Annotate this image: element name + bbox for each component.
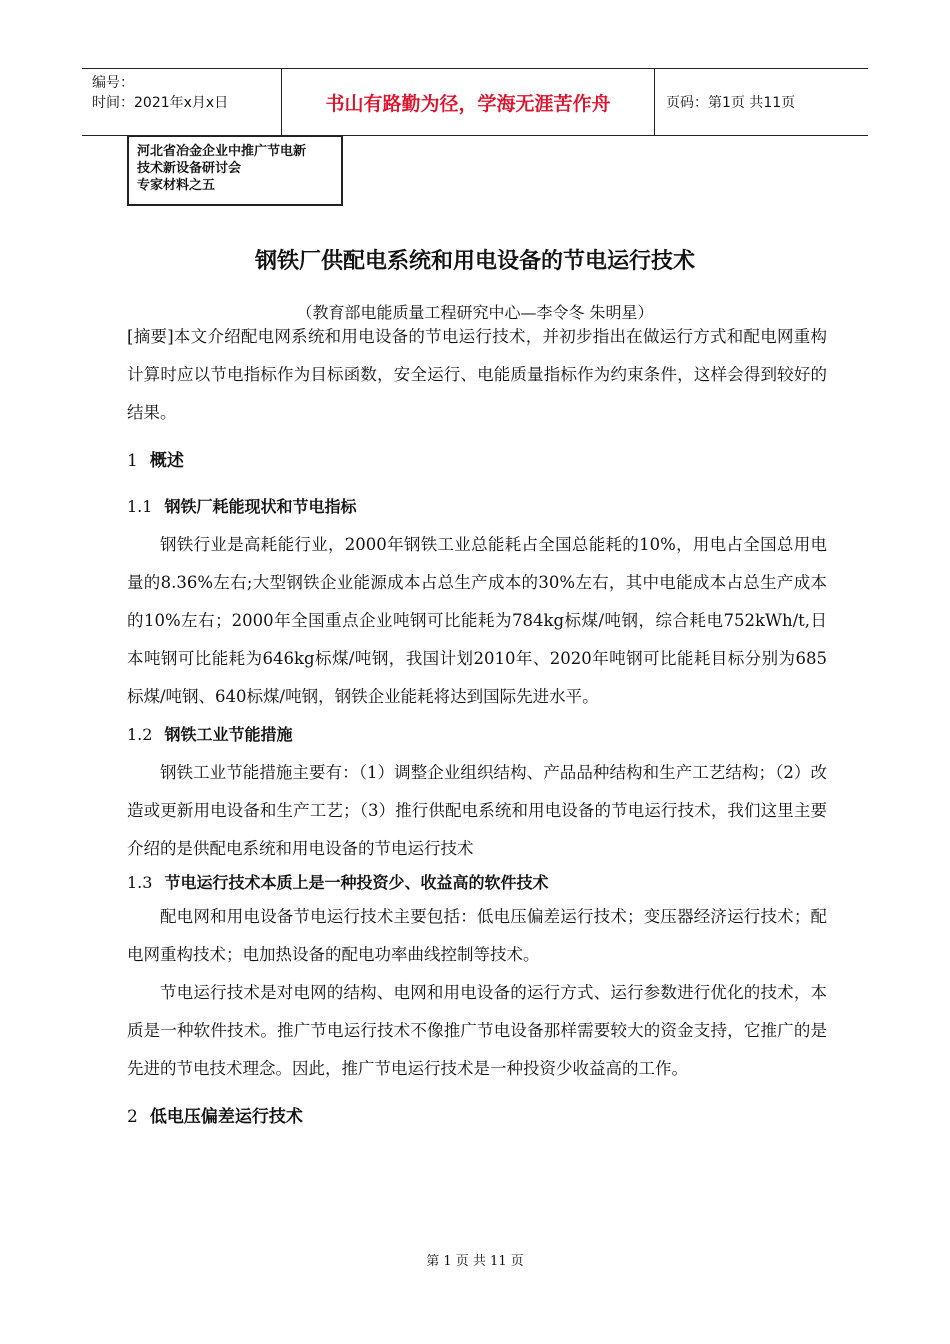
section-1-title: 概述	[149, 451, 184, 471]
document-title: 钢铁厂供配电系统和用电设备的节电运行技术	[254, 249, 695, 274]
section-1-heading	[127, 442, 827, 480]
section-1-3-title: 节电运行技术本质上是一种投资少、收益高的软件技术	[164, 873, 549, 892]
header-page-info: 页码：第1页 共11页	[666, 95, 796, 111]
section-1-1-number: 1.1	[127, 497, 153, 516]
section-1-3-text-1: 配电网和用电设备节电运行技术主要包括：低电压偏差运行技术；变压器经济运行技术；配电网重构技术；电加热设备的配电功率曲线控制等技术。	[127, 907, 827, 964]
section-1-2-number: 1.2	[127, 725, 153, 744]
section-1-3-text-2: 节电运行技术是对电网的结构、电网和用电设备的运行方式、运行参数进行优化的技术，本质是一种软件技术。推广节电运行技术不像推广节电设备那样需要较大的资金支持，它推广的是先进的节电技术理念。因此，推广节电运行技术是一种投资少收益高的工作。	[127, 983, 827, 1078]
section-2-title: 低电压偏差运行技术	[149, 1107, 303, 1127]
section-1-2-title: 钢铁工业节能措施	[164, 725, 293, 744]
section-1-3-heading	[127, 868, 827, 898]
tag-line-2: 技术新设备研讨会	[137, 161, 242, 176]
document-body	[127, 318, 827, 1136]
section-2-heading	[127, 1098, 827, 1136]
header-motto: 书山有路勤为径，学海无涯苦作舟	[282, 69, 655, 135]
page-footer: 第 1 页 共 11 页	[426, 1254, 524, 1269]
header-meta	[82, 69, 282, 135]
section-2-number: 2	[127, 1107, 138, 1127]
conference-tag-box	[127, 135, 343, 206]
page-header	[82, 68, 868, 136]
section-1-1-heading	[127, 488, 827, 526]
number-label: 编号：	[92, 75, 134, 91]
tag-line-1: 河北省冶金企业中推广节电新	[137, 144, 307, 159]
authors: （教育部电能质量工程研究中心—李令冬 朱明星）	[296, 303, 654, 322]
abstract: [摘要]本文介绍配电网系统和用电设备的节电运行技术，并初步指出在做运行方式和配电网重构计算时应以节电指标作为目标函数，安全运行、电能质量指标作为约束条件，这样会得到较好的结果。	[127, 327, 827, 422]
tag-line-3: 专家材料之五	[137, 178, 216, 193]
section-1-2-text: 钢铁工业节能措施主要有：（1）调整企业组织结构、产品品种结构和生产工艺结构；（2）改造或更新用电设备和生产工艺；（3）推行供配电系统和用电设备的节电运行技术，我们这里主要介绍的是供配电系统和用电设备的节电运行技术	[127, 763, 827, 858]
time-label: 时间：2021年x月x日	[92, 95, 229, 111]
section-1-number: 1	[127, 451, 138, 471]
section-1-1-text: 钢铁行业是高耗能行业，2000年钢铁工业总能耗占全国总能耗的10%，用电占全国总用电量的8.36%左右;大型钢铁企业能源成本占总生产成本的30%左右，其中电能成本占总生产成本的10%左右；2000年全国重点企业吨钢可比能耗为784kg标煤/吨钢，综合耗电752kWh/t,日本吨钢可比能耗为646kg标煤/吨钢，我国计划2010年、2020年吨钢可比能耗目标分别为685标煤/吨钢、640标煤/吨钢，钢铁企业能耗将达到国际先进水平。	[127, 535, 827, 706]
section-1-3-number: 1.3	[127, 873, 153, 892]
section-1-2-heading	[127, 716, 827, 754]
section-1-1-title: 钢铁厂耗能现状和节电指标	[164, 497, 357, 516]
